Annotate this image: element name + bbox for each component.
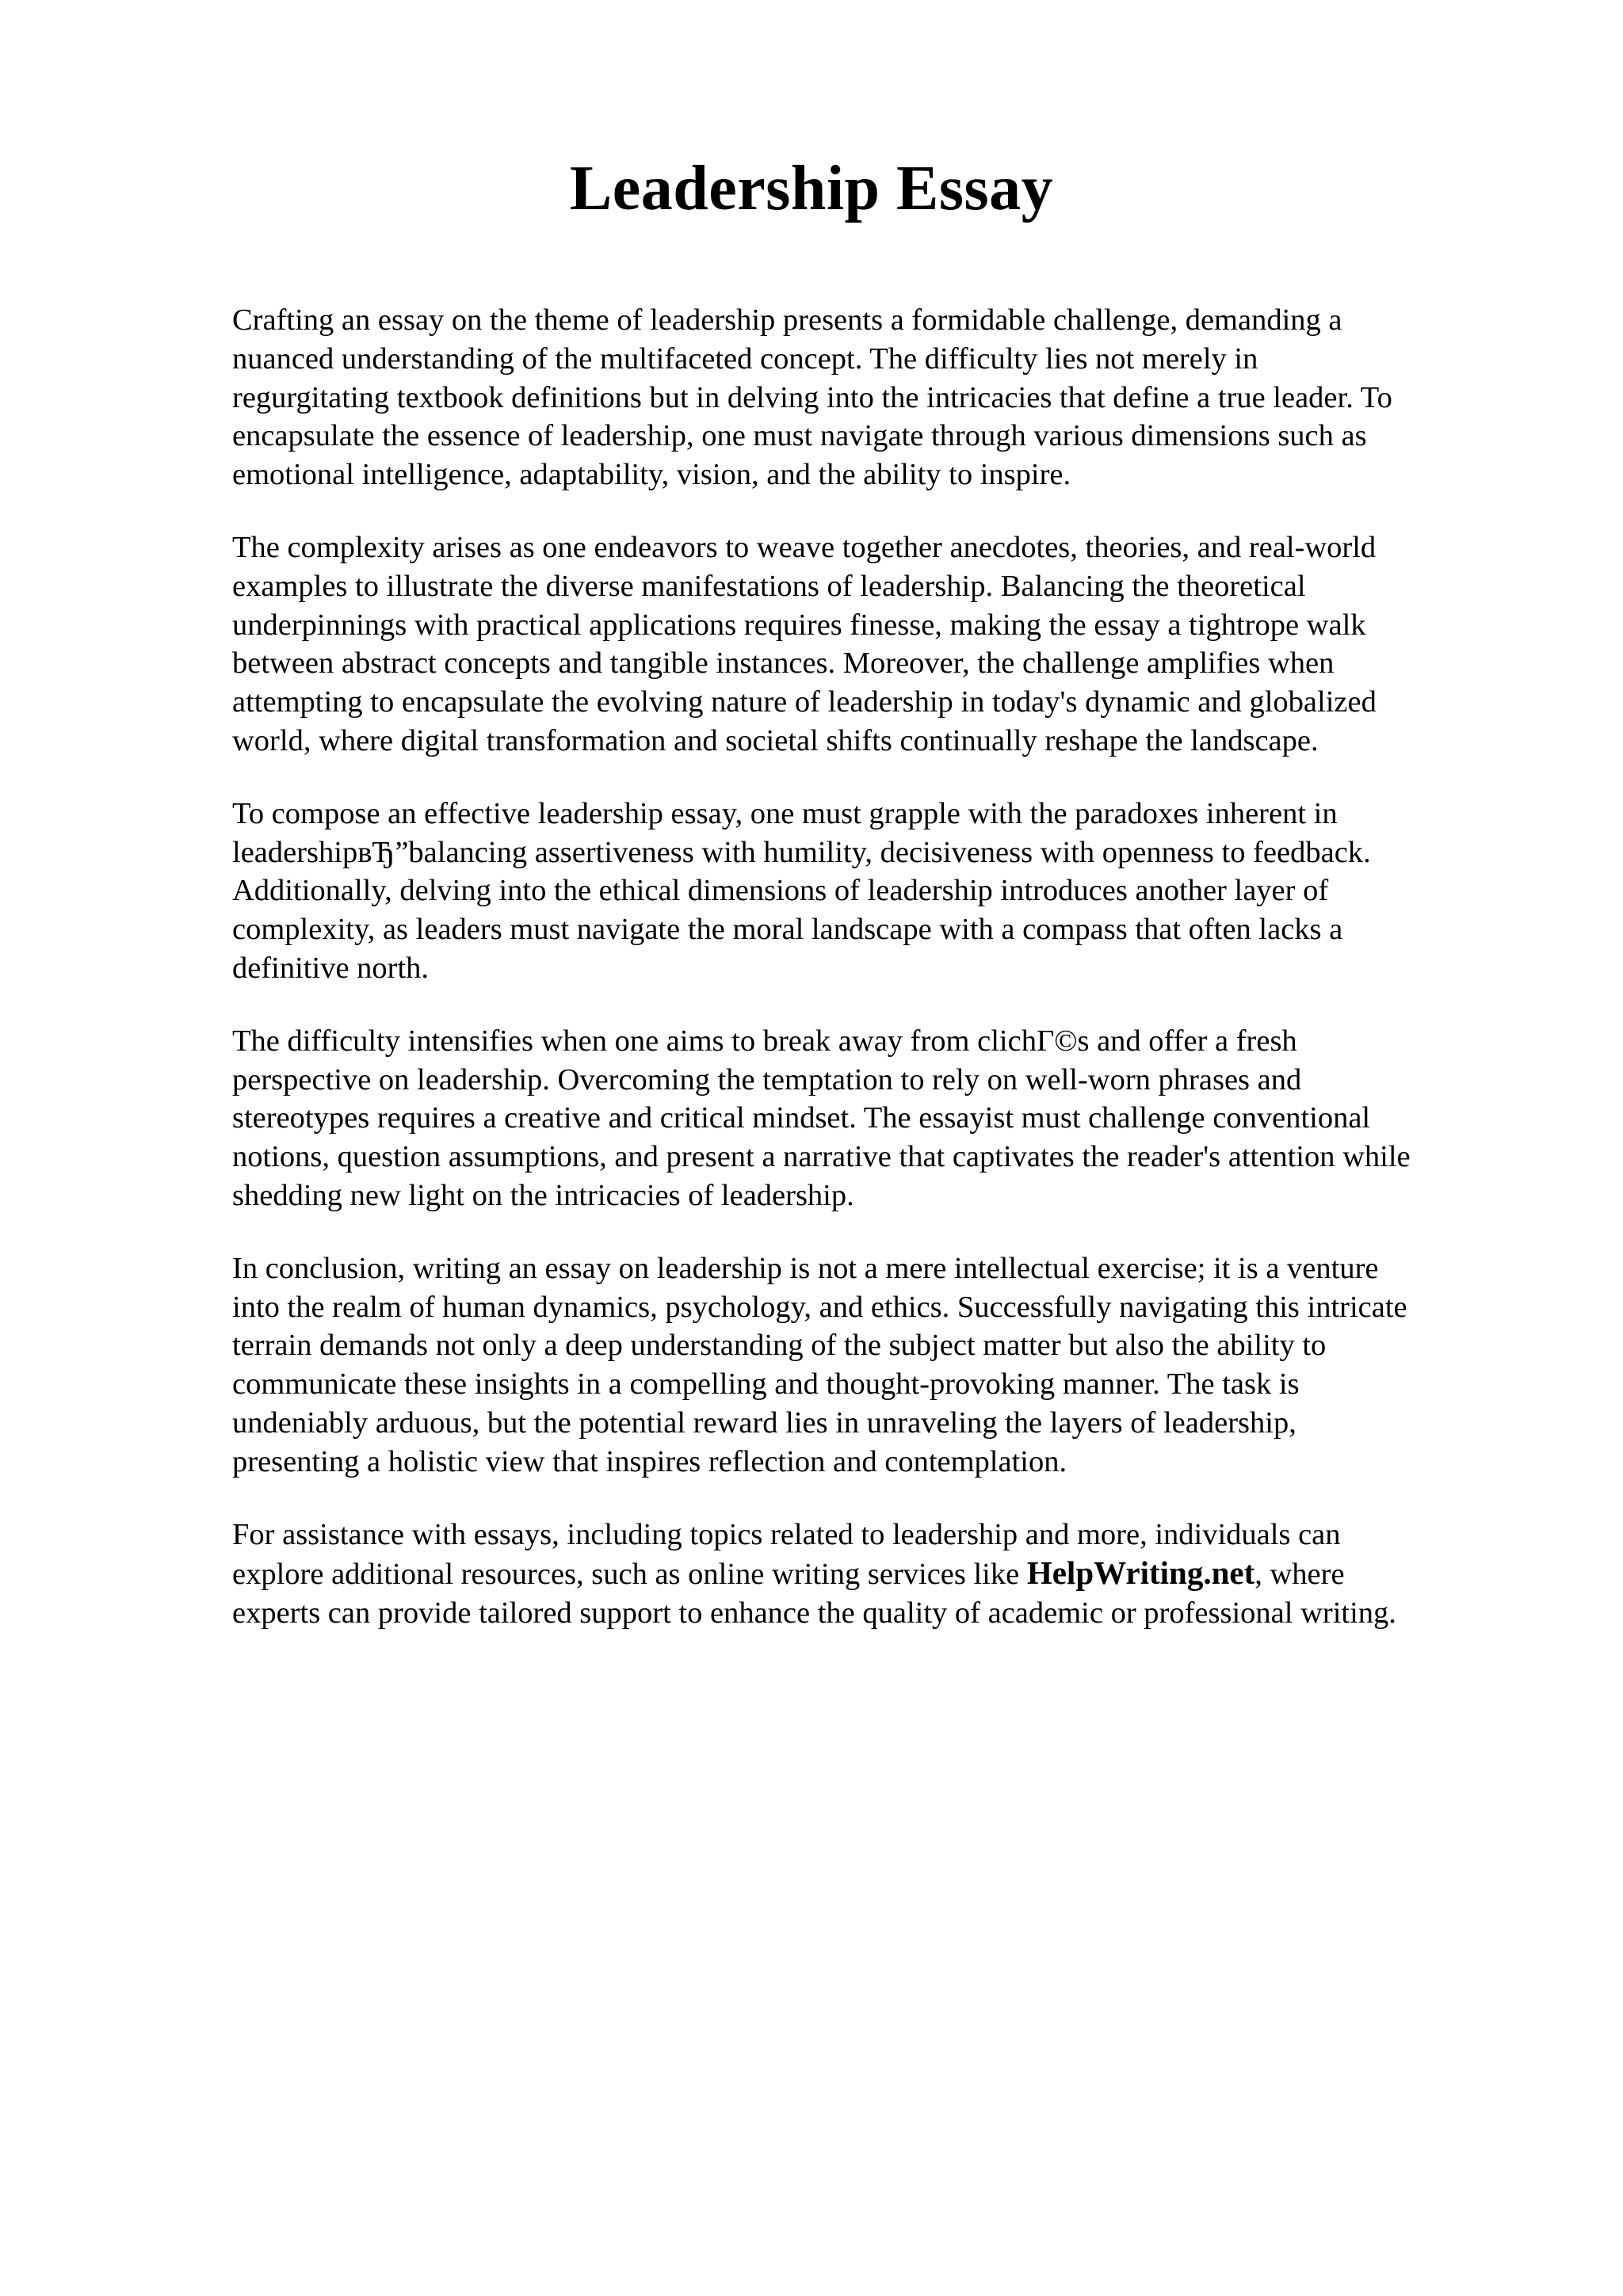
paragraph-line: underpinnings with practical applications requires finesse, making the essay a tightrope walk [232,608,1366,642]
paragraph-line: shedding new light on the intricacies of leadership. [232,1178,854,1212]
paragraph-line: Additionally, delving into the ethical dimensions of leadership introduces another layer of [232,874,1329,908]
paragraph-line: presenting a holistic view that inspires reflection and contemplation. [232,1444,1067,1478]
paragraph-line: into the realm of human dynamics, psychology, and ethics. Successfully navigating this intricate [232,1290,1407,1324]
paragraph-line: communicate these insights in a compelling and thought-provoking manner. The task is [232,1367,1300,1402]
paragraph-5 [232,1249,1516,1482]
closing-text-before-link: explore additional resources, such as online writing services like [232,1558,1027,1592]
paragraph-line: between abstract concepts and tangible instances. Moreover, the challenge amplifies when [232,646,1335,681]
paragraph-line: stereotypes requires a creative and critical mindset. The essayist must challenge conventional [232,1101,1371,1135]
paragraph-line: The complexity arises as one endeavors to weave together anecdotes, theories, and real-world [232,530,1377,564]
paragraph-line: nuanced understanding of the multifaceted concept. The difficulty lies not merely in [232,341,1258,376]
paragraph-line: definitive north. [232,951,430,985]
paragraph-line: complexity, as leaders must navigate the moral landscape with a compass that often lacks a [232,913,1343,947]
paragraph-line: perspective on leadership. Overcoming the temptation to rely on well-worn phrases and [232,1062,1302,1097]
paragraph-line: emotional intelligence, adaptability, vision, and the ability to inspire. [232,458,1071,492]
paragraph-line: attempting to encapsulate the evolving nature of leadership in today's dynamic and globalized [232,685,1377,719]
paragraph-line: For assistance with essays, including topics related to leadership and more, individuals can [232,1517,1341,1551]
closing-text-after-link: , where [1254,1558,1345,1592]
paragraph-line: world, where digital transformation and societal shifts continually reshape the landscape. [232,723,1319,757]
paragraph-line: encapsulate the essence of leadership, one must navigate through various dimensions such as [232,419,1367,453]
paragraph-3 [232,795,1516,988]
document-title: Leadership Essay [569,154,1054,223]
paragraph-line: terrain demands not only a deep understanding of the subject matter but also the ability to [232,1329,1327,1363]
paragraph-line: examples to illustrate the diverse manifestations of leadership. Balancing the theoretical [232,569,1306,603]
paragraph-4 [232,1022,1516,1215]
paragraph-2 [232,528,1516,761]
paragraph-line: regurgitating textbook definitions but in delving into the intricacies that define a true leader. To [232,380,1392,414]
paragraph-line: undeniably arduous, but the potential reward lies in unraveling the layers of leadership, [232,1405,1296,1440]
paragraph-line: The difficulty intensifies when one aims to break away from clichГ©s and offer a fresh [232,1024,1297,1058]
paragraph-line: experts can provide tailored support to enhance the quality of academic or professional writing. [232,1596,1396,1630]
paragraph-line: leadershipвЂ”balancing assertiveness with humility, decisiveness with openness to feedback. [232,835,1371,869]
paragraph-1 [232,301,1516,494]
paragraph-line: notions, question assumptions, and present a narrative that captivates the reader's attention while [232,1140,1411,1174]
helpwriting-link[interactable]: HelpWriting.net [1026,1554,1255,1592]
closing-paragraph [232,1516,1516,1633]
paragraph-line [232,1554,1516,1594]
paragraph-line: Crafting an essay on the theme of leadership presents a formidable challenge, demanding a [232,303,1342,337]
document-body [232,301,1516,1667]
paragraph-line: In conclusion, writing an essay on leadership is not a mere intellectual exercise; it is a venture [232,1251,1379,1285]
paragraph-line: To compose an effective leadership essay, one must grapple with the paradoxes inherent in [232,796,1338,830]
